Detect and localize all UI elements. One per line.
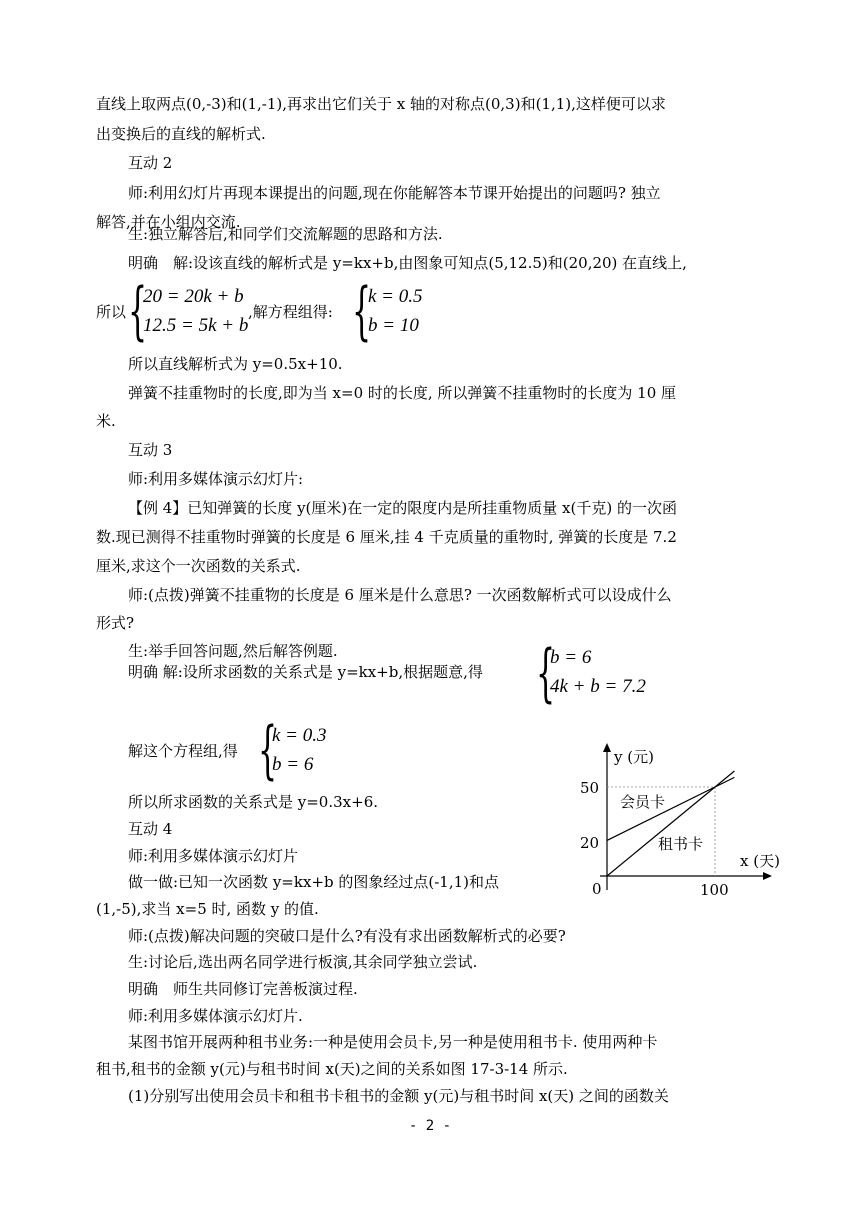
brace-icon: { [536,637,556,712]
equation: k = 0.3 [272,725,327,746]
x-axis-label: x (天) [740,852,780,870]
equation: b = 6 [272,754,314,775]
equation: 4k + b = 7.2 [550,676,646,697]
text-line: 生:独立解答后,和同学们交流解题的思路和方法. [128,225,443,243]
text-line: 厘米,求这个一次函数的关系式. [96,557,301,575]
text-line: 弹簧不挂重物时的长度,即为当 x=0 时的长度, 所以弹簧不挂重物时的长度为 10 厘 [128,384,677,402]
text-line: 所以直线解析式为 y=0.5x+10. [128,355,343,373]
text-line: 形式? [96,614,135,632]
text-line: 【例 4】已知弹簧的长度 y(厘米)在一定的限度内是所挂重物质量 x(千克) 的一次函 [128,499,677,517]
cost-graph [570,735,800,905]
text-line: 解答,并在小组内交流. [96,213,241,231]
text-line: 明确 解:设所求函数的关系式是 y=kx+b,根据题意,得 [128,663,483,681]
y-axis-label: y (元) [614,748,654,766]
text-line: 师:利用幻灯片再现本课提出的问题,现在你能解答本节课开始提出的问题吗? 独立 [128,184,661,202]
text-line: (1,-5),求当 x=5 时, 函数 y 的值. [96,900,319,918]
section-heading: 互动 4 [128,820,173,838]
text-line: 明确 解:设该直线的解析式是 y=kx+b,由图象可知点(5,12.5)和(20,20) 在直线上, [128,254,687,272]
y-tick-label: 50 [580,779,600,797]
y-tick-label: 20 [580,834,600,852]
text-line: ,解方程组得: [248,303,333,321]
text-line: (1)分别写出使用会员卡和租书卡租书的金额 y(元)与租书时间 x(天) 之间的函数关 [128,1087,669,1105]
text-line: 师:利用多媒体演示幻灯片 [128,847,299,865]
equation: b = 6 [550,647,592,668]
text-line: 师:(点拨)解决问题的突破口是什么?有没有求出函数解析式的必要? [128,927,566,945]
origin-label: 0 [592,880,602,898]
y-axis-arrow-icon [603,743,611,752]
text-line: 明确 师生共同修订完善板演过程. [128,980,358,998]
text-line: 所以所求函数的关系式是 y=0.3x+6. [128,793,379,811]
x-axis-arrow-icon [763,872,772,880]
text-line: 师:(点拨)弹簧不挂重物的长度是 6 厘米是什么意思? 一次函数解析式可以设成什么 [128,586,672,604]
equation: 12.5 = 5k + b [143,315,249,336]
equation: b = 10 [368,315,419,336]
text-line: 做一做:已知一次函数 y=kx+b 的图象经过点(-1,1)和点 [128,873,499,891]
section-heading: 互动 3 [128,441,173,459]
text-line: 租书,租书的金额 y(元)与租书时间 x(天)之间的关系如图 17-3-14 所示. [96,1060,568,1078]
text-line: 师:利用多媒体演示幻灯片. [128,1007,303,1025]
brace-icon: { [128,275,148,350]
brace-icon: { [258,714,278,789]
page-number: - 2 - [408,1118,452,1134]
text-line: 出变换后的直线的解析式. [96,125,266,143]
text-line: 某图书馆开展两种租书业务:一种是使用会员卡,另一种是使用租书卡. 使用两种卡 [128,1033,658,1051]
equation: 20 = 20k + b [143,286,244,307]
brace-icon: { [352,275,372,350]
text-line: 生:讨论后,选出两名同学进行板演,其余同学独立尝试. [128,953,478,971]
x-tick-label: 100 [700,881,729,899]
text-line: 生:举手回答问题,然后解答例题. [128,642,338,660]
section-heading: 互动 2 [128,154,173,172]
text-line: 米. [96,412,116,430]
text-line: 数.现已测得不挂重物时弹簧的长度是 6 厘米,挂 4 千克质量的重物时, 弹簧的长度是 7.2 [96,528,677,546]
text-line: 师:利用多媒体演示幻灯片: [128,470,304,488]
rental-card-label: 租书卡 [658,835,704,853]
text-line: 解这个方程组,得 [128,742,238,760]
equation: k = 0.5 [368,286,423,307]
text-line: 所以 [96,303,127,321]
member-card-label: 会员卡 [620,793,666,811]
text-line: 直线上取两点(0,-3)和(1,-1),再求出它们关于 x 轴的对称点(0,3)和(1,1),这样便可以求 [96,95,666,113]
